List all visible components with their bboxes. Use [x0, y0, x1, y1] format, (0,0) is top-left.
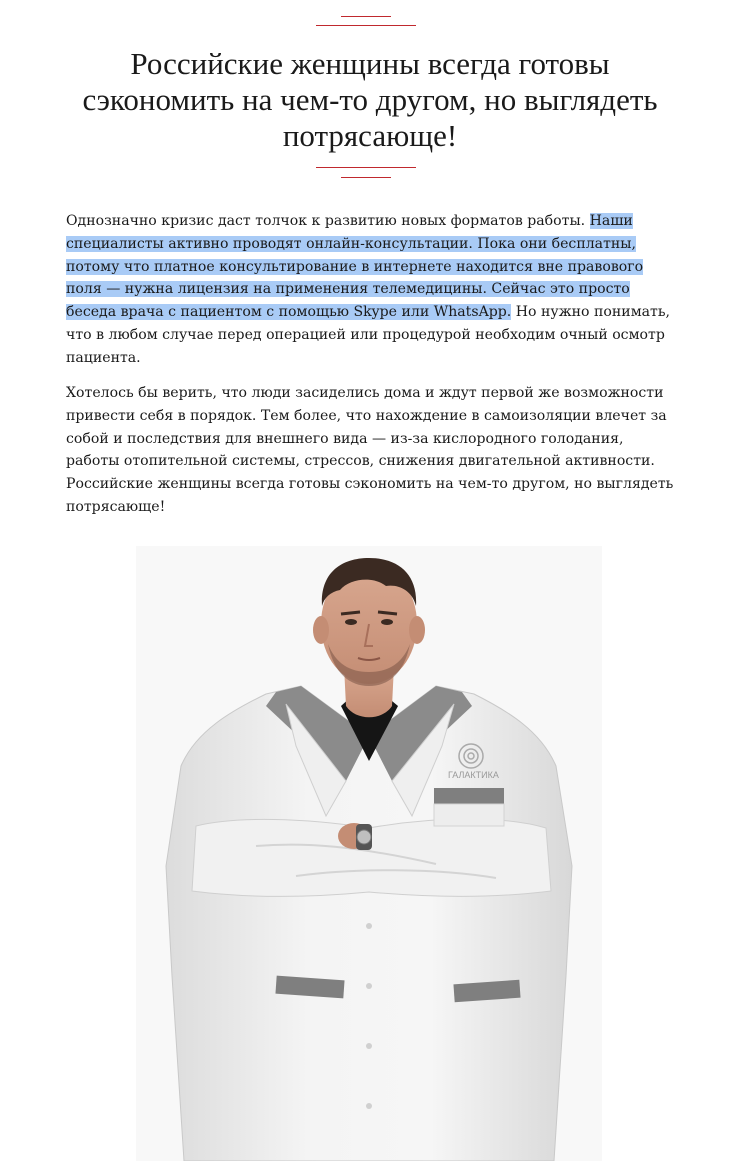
quote-rule-top-long [316, 25, 416, 26]
article-paragraph-1 [66, 210, 676, 370]
quote-rule-bottom-long [316, 167, 416, 168]
coat-logo-text: ГАЛАКТИКА [448, 770, 499, 780]
paragraph-1-text-end: Но нужно понимать, что в любом случае перед операцией или процедурой необходим очный осмотр пациента. [66, 304, 671, 366]
quote-rule-top-short [341, 16, 391, 17]
paragraph-1-text-start: Однозначно кризис даст толчок к развитию новых форматов работы. [66, 213, 590, 229]
article-paragraph-2: Хотелось бы верить, что люди засиделись дома и ждут первой же возможности привести себя в порядок. Тем более, что нахождение в самоизоляции влечет за собой и последствия для внешнего вида — из-за кислородного голодания, работы отопительной системы, стрессов, снижения двигательной активности. Российские женщины всегда готовы сэкономить на чем-то другом, но выглядеть потрясающе! [66, 385, 674, 515]
pull-quote: Российские женщины всегда готовы сэкономить на чем-то другом, но выглядеть потрясающе! [82, 46, 658, 153]
quote-rule-bottom-short [341, 177, 391, 178]
doctor-photo [136, 546, 602, 1161]
selected-text-highlight[interactable]: Наши специалисты активно проводят онлайн-консультации. Пока они бесплатны, потому что платное консультирование в интернете находится вне правового поля — нужна лицензия на применения телемедицины. Сейчас это просто беседа врача с пациентом с помощью Skype или WhatsApp. [66, 213, 644, 321]
